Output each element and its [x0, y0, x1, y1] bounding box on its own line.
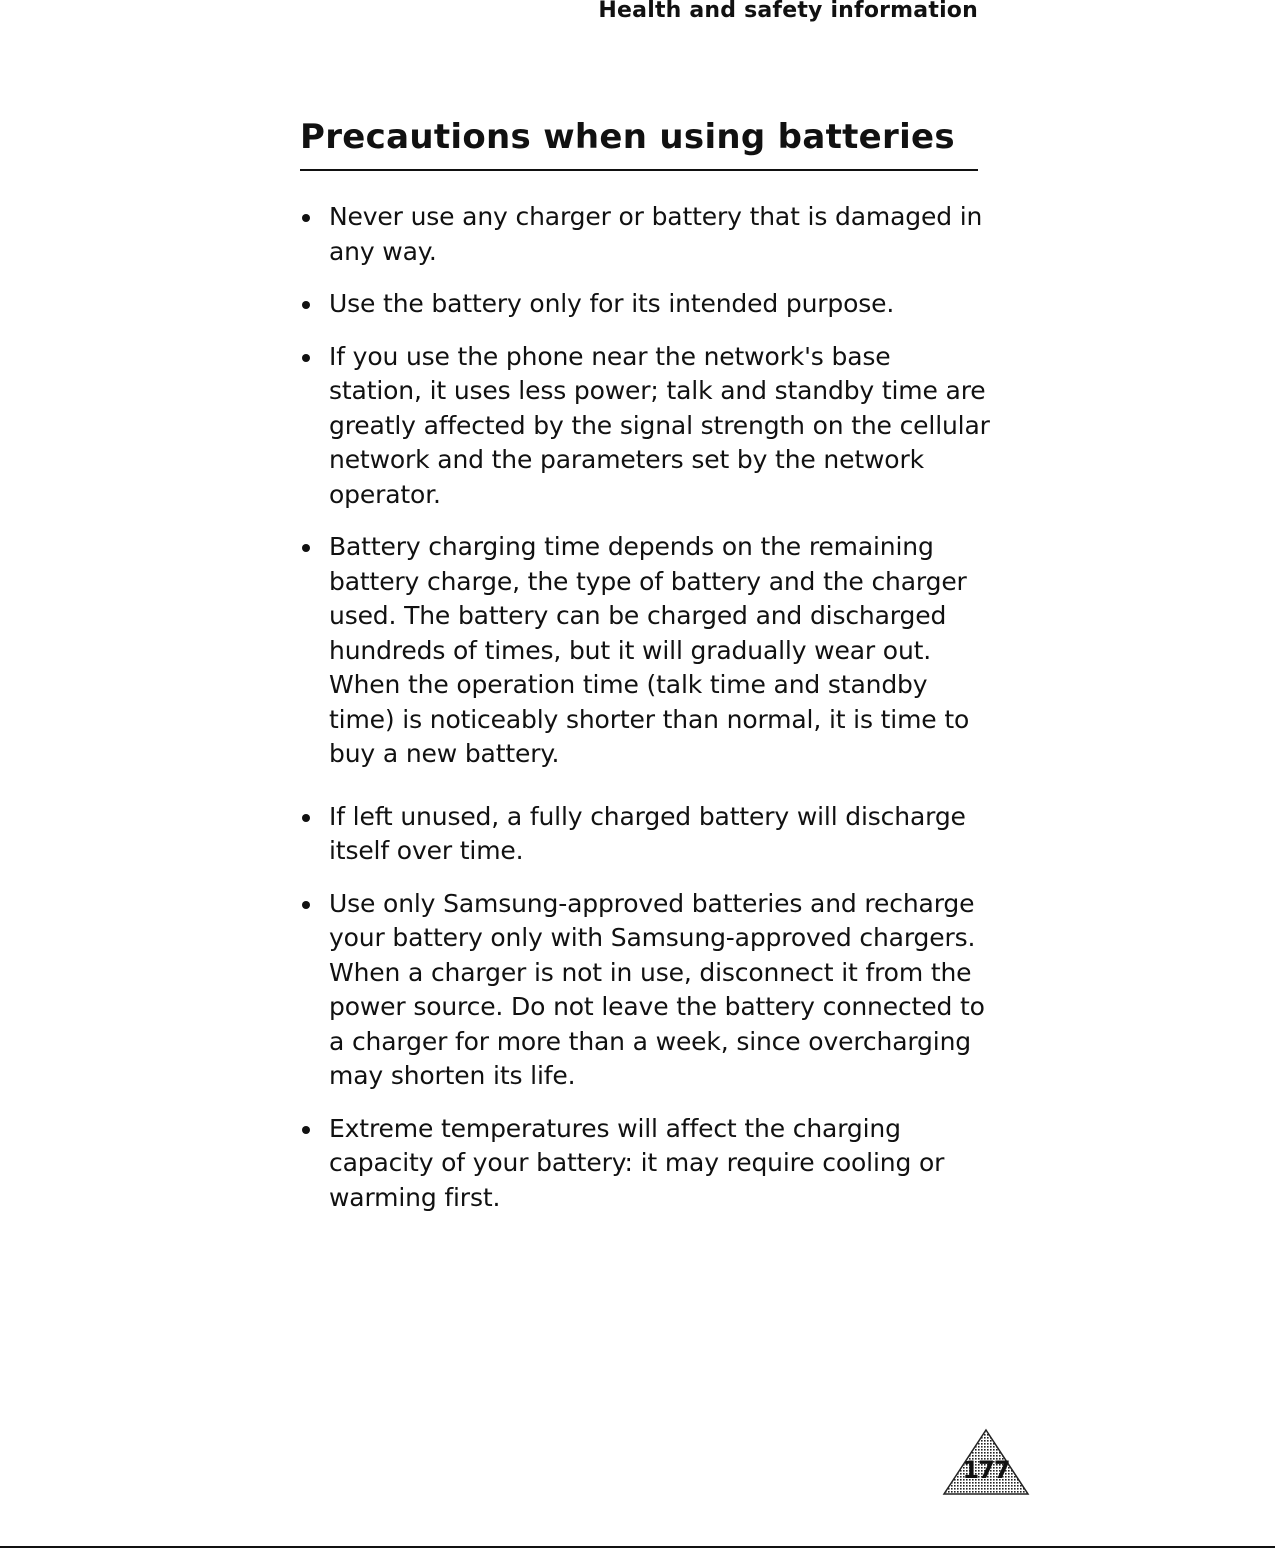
- page-number-badge: [942, 1428, 1030, 1496]
- list-item-text: Extreme temperatures will affect the charging capacity of your battery: it may require cooling or warming first.: [329, 1113, 945, 1212]
- list-item: [300, 200, 990, 269]
- list-item: [300, 1112, 990, 1216]
- list-item-text: If you use the phone near the network's base station, it uses less power; talk and standby time are greatly affected by the signal strength on the cellular network and the parameters set by the network operator.: [329, 341, 990, 509]
- bullet-icon: [302, 354, 310, 362]
- bullet-icon: [302, 301, 310, 309]
- list-item-text: Use only Samsung-approved batteries and recharge your battery only with Samsung-approved chargers. When a charger is not in use, disconnect it from the power source. Do not leave the battery connected to a charger for more than a week, since overcharging may shorten its life.: [329, 888, 985, 1090]
- list-item: [300, 887, 990, 1094]
- bullet-icon: [302, 814, 310, 822]
- bullet-icon: [302, 544, 310, 552]
- bullet-list: [300, 200, 990, 1233]
- bottom-rule: [0, 1546, 1275, 1548]
- bullet-icon: [302, 214, 310, 222]
- list-item: [300, 287, 990, 322]
- section-title: Precautions when using batteries: [300, 117, 955, 157]
- list-item-text: Use the battery only for its intended purpose.: [329, 289, 895, 318]
- page-number: 177: [962, 1456, 1010, 1484]
- bullet-icon: [302, 1126, 310, 1134]
- list-item: [300, 340, 990, 513]
- list-item-text: If left unused, a fully charged battery will discharge itself over time.: [329, 801, 966, 865]
- list-item: [300, 800, 990, 869]
- title-underline: [300, 169, 978, 171]
- list-item-text: Battery charging time depends on the remaining battery charge, the type of battery and the charger used. The battery can be charged and discharged hundreds of times, but it will gradually wear out. When the operation time (talk time and standby time) is noticeably shorter than normal, it is time to buy a new battery.: [329, 532, 970, 768]
- list-item-text: Never use any charger or battery that is damaged in any way.: [329, 202, 983, 266]
- running-header: Health and safety information: [598, 0, 978, 23]
- list-item: [300, 530, 990, 772]
- bullet-icon: [302, 901, 310, 909]
